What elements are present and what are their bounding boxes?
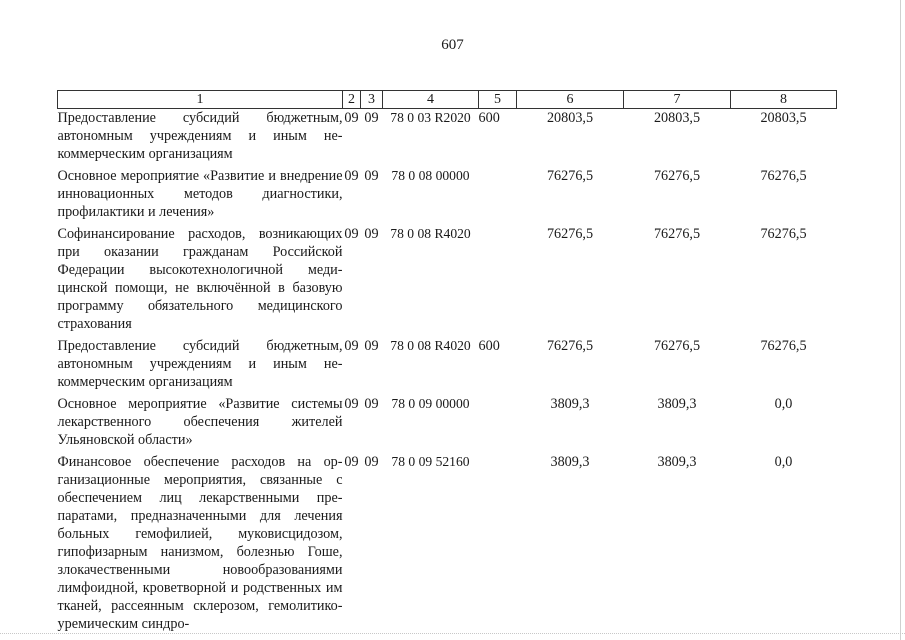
row-value-7: 76276,5 xyxy=(653,226,701,242)
header-col-1: 1 xyxy=(58,91,343,109)
row-target-code: 78 0 08 00000 xyxy=(391,168,470,183)
table-header xyxy=(58,91,837,109)
row-section: 09 xyxy=(344,110,359,126)
row-value-6: 76276,5 xyxy=(546,226,594,242)
header-col-2: 2 xyxy=(343,91,361,109)
row-expense-type xyxy=(479,395,517,453)
row-subsection: 09 xyxy=(364,454,379,470)
row-target-code: 78 0 09 52160 xyxy=(391,454,470,469)
row-value-7: 20803,5 xyxy=(653,110,701,126)
header-row xyxy=(58,91,837,109)
row-subsection: 09 xyxy=(364,110,379,126)
row-section: 09 xyxy=(344,338,359,354)
row-target-code: 78 0 09 00000 xyxy=(391,396,470,411)
row-value-7: 3809,3 xyxy=(657,454,697,470)
row-section: 09 xyxy=(344,396,359,412)
header-col-5: 5 xyxy=(479,91,517,109)
header-col-6: 6 xyxy=(517,91,624,109)
row-value-6: 76276,5 xyxy=(546,168,594,184)
table-row xyxy=(58,337,837,395)
row-value-8: 76276,5 xyxy=(760,168,807,184)
row-name: Основное мероприятие «Развитие системы лекарственного обеспечения жителей Ульяновской области» xyxy=(57,396,343,448)
header-col-7: 7 xyxy=(624,91,731,109)
row-target-code: 78 0 08 R4020 xyxy=(390,338,471,353)
row-subsection: 09 xyxy=(364,396,379,412)
page-edge-right xyxy=(900,0,901,640)
row-subsection: 09 xyxy=(364,338,379,354)
row-value-8: 20803,5 xyxy=(760,110,807,126)
row-target-code: 78 0 08 R4020 xyxy=(390,226,471,241)
budget-table xyxy=(57,90,837,637)
table-row xyxy=(58,225,837,337)
table-row xyxy=(58,167,837,225)
row-value-6: 20803,5 xyxy=(546,110,594,126)
row-name: Софинансирование расходов, возникающих при оказании гражданам Российской Федерации высокотехнологичной медицинской помощи, не включённой в базовую программу обязательного медицинского страхования xyxy=(57,226,343,332)
header-col-4: 4 xyxy=(383,91,479,109)
row-name: Предоставление субсидий бюджетным, автономным учреждениям и иным некоммерческим организациям xyxy=(57,110,343,162)
header-col-3: 3 xyxy=(361,91,383,109)
row-value-8: 0,0 xyxy=(774,396,793,412)
table-row xyxy=(58,453,837,637)
row-name: Финансовое обеспечение расходов на организационные мероприятия, связанные с обеспечением лиц лекарственными препаратами, предназначенными для лечения больных гемофилией, муковисцидозом, гипофизарным нанизмом, болезнью Гоше, злокачественными новообразованиями лимфоидной, кроветворной и родственных им тканей, рассеянным склерозом, гемолитико-уремическим синдро- xyxy=(57,454,343,632)
row-value-8: 0,0 xyxy=(774,454,793,470)
row-name: Основное мероприятие «Развитие и внедрение инновационных методов диагностики, профилактики и лечения» xyxy=(57,168,343,220)
row-expense-type: 600 xyxy=(478,338,500,354)
row-expense-type xyxy=(479,453,517,637)
row-expense-type xyxy=(479,167,517,225)
row-name: Предоставление субсидий бюджетным, автономным учреждениям и иным некоммерческим организациям xyxy=(57,338,343,390)
table-body xyxy=(58,109,837,638)
row-value-8: 76276,5 xyxy=(760,226,807,242)
header-col-8: 8 xyxy=(731,91,837,109)
row-value-7: 3809,3 xyxy=(657,396,697,412)
row-subsection: 09 xyxy=(364,168,379,184)
row-value-6: 3809,3 xyxy=(550,396,590,412)
table-row xyxy=(58,395,837,453)
row-value-6: 3809,3 xyxy=(550,454,590,470)
row-value-7: 76276,5 xyxy=(653,338,701,354)
table-row xyxy=(58,109,837,168)
row-value-8: 76276,5 xyxy=(760,338,807,354)
row-expense-type xyxy=(479,225,517,337)
row-value-6: 76276,5 xyxy=(546,338,594,354)
row-expense-type: 600 xyxy=(478,110,500,126)
row-target-code: 78 0 03 R2020 xyxy=(390,110,471,125)
row-value-7: 76276,5 xyxy=(653,168,701,184)
row-subsection: 09 xyxy=(364,226,379,242)
row-section: 09 xyxy=(344,454,359,470)
page-number: 607 xyxy=(441,37,464,53)
row-section: 09 xyxy=(344,168,359,184)
row-section: 09 xyxy=(344,226,359,242)
